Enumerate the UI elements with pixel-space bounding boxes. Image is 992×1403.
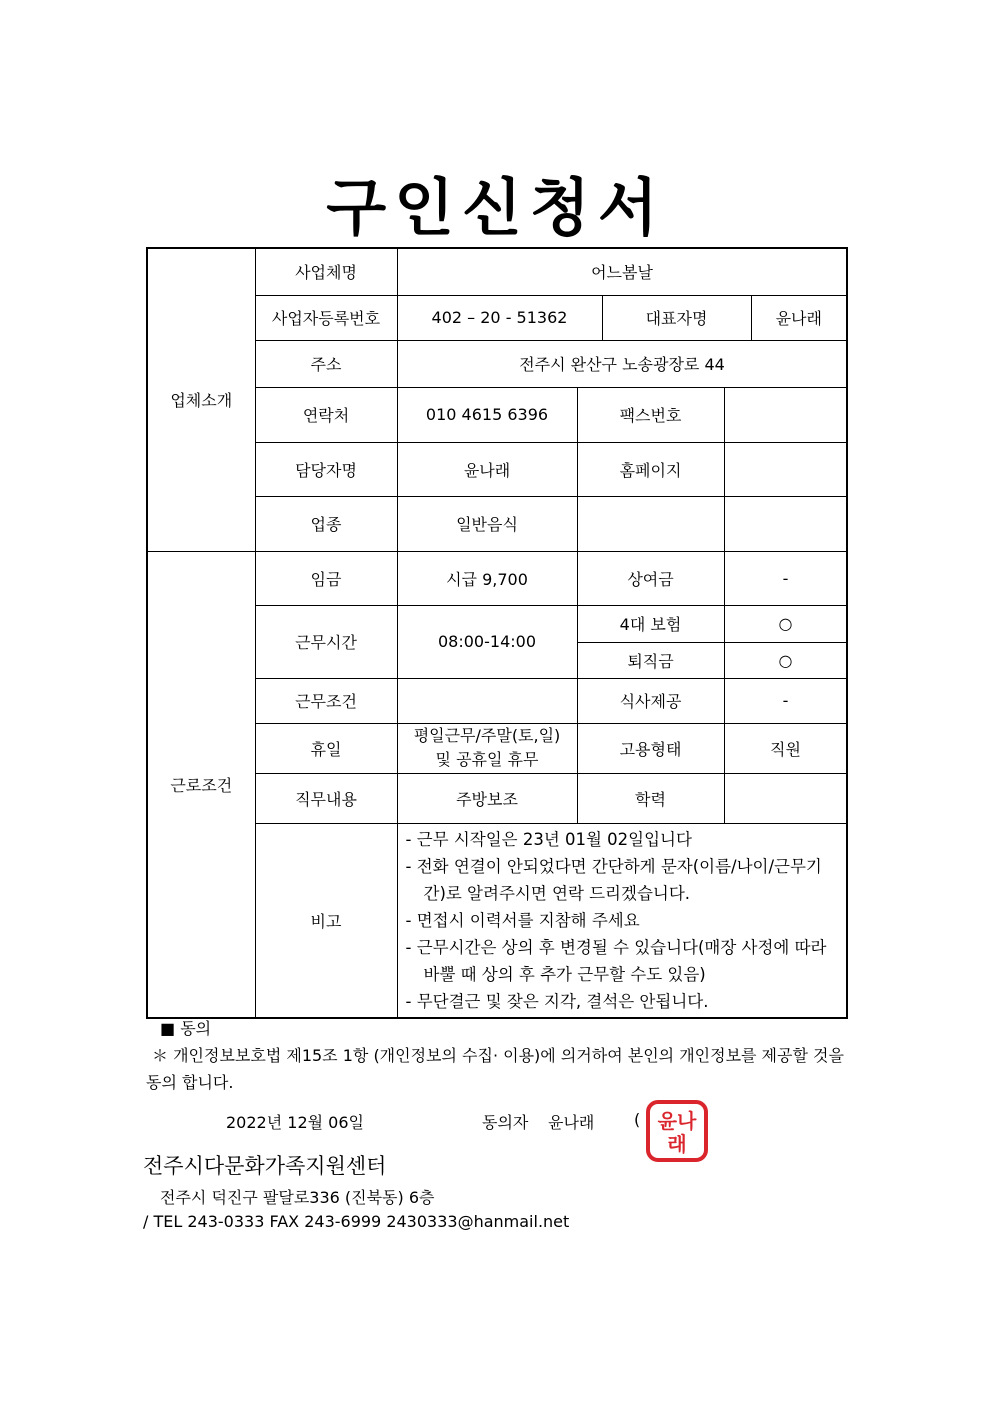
document-title: 구인신청서	[326, 171, 666, 244]
value-bonus: -	[724, 551, 847, 605]
consent-heading: ■ 동의	[160, 1019, 212, 1038]
holiday-line-2: 및 공휴일 휴무	[435, 750, 539, 769]
label-contact: 연락처	[255, 387, 397, 442]
signer-name: 윤나래	[548, 1113, 595, 1132]
value-manager: 윤나래	[397, 442, 577, 496]
value-ceo: 윤나래	[751, 295, 847, 340]
value-meal: -	[724, 678, 847, 723]
consent-text: ＊ 개인정보보호법 제15조 1항 (개인정보의 수집· 이용)에 의거하여 본인의 개인정보를 제공할 것을 동의 합니다.	[146, 1046, 844, 1092]
value-company-name: 어느봄날	[397, 248, 847, 295]
label-bonus: 상여금	[577, 551, 724, 605]
label-homepage: 홈페이지	[577, 442, 724, 496]
label-ceo: 대표자명	[602, 295, 751, 340]
value-duty: 주방보조	[397, 773, 577, 823]
label-address: 주소	[255, 340, 397, 387]
value-hours: 08:00-14:00	[397, 605, 577, 678]
note-item: - 전화 연결이 안되었다면 간단하게 문자(이름/나이/근무기간)로 알려주시면 연락 드리겠습니다.	[405, 856, 822, 903]
label-manager: 담당자명	[255, 442, 397, 496]
label-reg-number: 사업자등록번호	[255, 295, 397, 340]
note-item: - 면접시 이력서를 지참해 주세요	[405, 910, 640, 930]
empty-cell	[577, 496, 724, 551]
value-education	[724, 773, 847, 823]
empty-cell	[724, 496, 847, 551]
label-holiday: 휴일	[255, 723, 397, 773]
notes-cell	[397, 823, 847, 1018]
value-holiday	[397, 723, 577, 773]
label-severance: 퇴직금	[577, 642, 724, 678]
label-employment: 고용형태	[577, 723, 724, 773]
label-insurance: 4대 보험	[577, 605, 724, 642]
value-employment: 직원	[724, 723, 847, 773]
value-reg-number: 402 – 20 - 51362	[397, 295, 602, 340]
note-item: - 근무시간은 상의 후 변경될 수 있습니다(매장 사정에 따라 바뿔 때 상의 후 추가 근무할 수도 있음)	[405, 937, 827, 984]
stamp-text-top: 윤나	[657, 1109, 697, 1133]
label-education: 학력	[577, 773, 724, 823]
consent-date: 2022년 12월 06일	[226, 1113, 364, 1132]
value-severance: ○	[724, 642, 847, 678]
section-notes: 비고	[255, 823, 397, 1018]
signer-label: 동의자	[482, 1113, 529, 1132]
label-duty: 직무내용	[255, 773, 397, 823]
label-meal: 식사제공	[577, 678, 724, 723]
holiday-line-1: 평일근무/주말(토,일)	[413, 726, 561, 745]
name-seal-stamp	[644, 1098, 710, 1164]
value-wage: 시급 9,700	[397, 551, 577, 605]
label-company-name: 사업체명	[255, 248, 397, 295]
note-item: - 무단결근 및 잦은 지각, 결석은 안됩니다.	[405, 991, 709, 1011]
center-address: 전주시 덕진구 팔달로336 (진북동) 6층	[160, 1188, 435, 1207]
application-form-table	[146, 247, 848, 1019]
signature-paren: (	[634, 1110, 641, 1129]
note-item: - 근무 시작일은 23년 01월 02일입니다	[405, 829, 692, 849]
center-contact: / TEL 243-0333 FAX 243-6999 2430333@hanmail.net	[143, 1212, 570, 1231]
section-conditions: 근로조건	[147, 551, 255, 1018]
value-fax	[724, 387, 847, 442]
value-work-conditions	[397, 678, 577, 723]
label-fax: 팩스번호	[577, 387, 724, 442]
value-homepage	[724, 442, 847, 496]
label-hours: 근무시간	[255, 605, 397, 678]
section-company: 업체소개	[147, 248, 255, 551]
label-work-conditions: 근무조건	[255, 678, 397, 723]
value-address: 전주시 완산구 노송광장로 44	[397, 340, 847, 387]
label-wage: 임금	[255, 551, 397, 605]
center-name: 전주시다문화가족지원센터	[143, 1154, 387, 1178]
value-insurance: ○	[724, 605, 847, 642]
value-contact: 010 4615 6396	[397, 387, 577, 442]
stamp-text-bottom: 래	[667, 1132, 687, 1156]
label-industry: 업종	[255, 496, 397, 551]
value-industry: 일반음식	[397, 496, 577, 551]
